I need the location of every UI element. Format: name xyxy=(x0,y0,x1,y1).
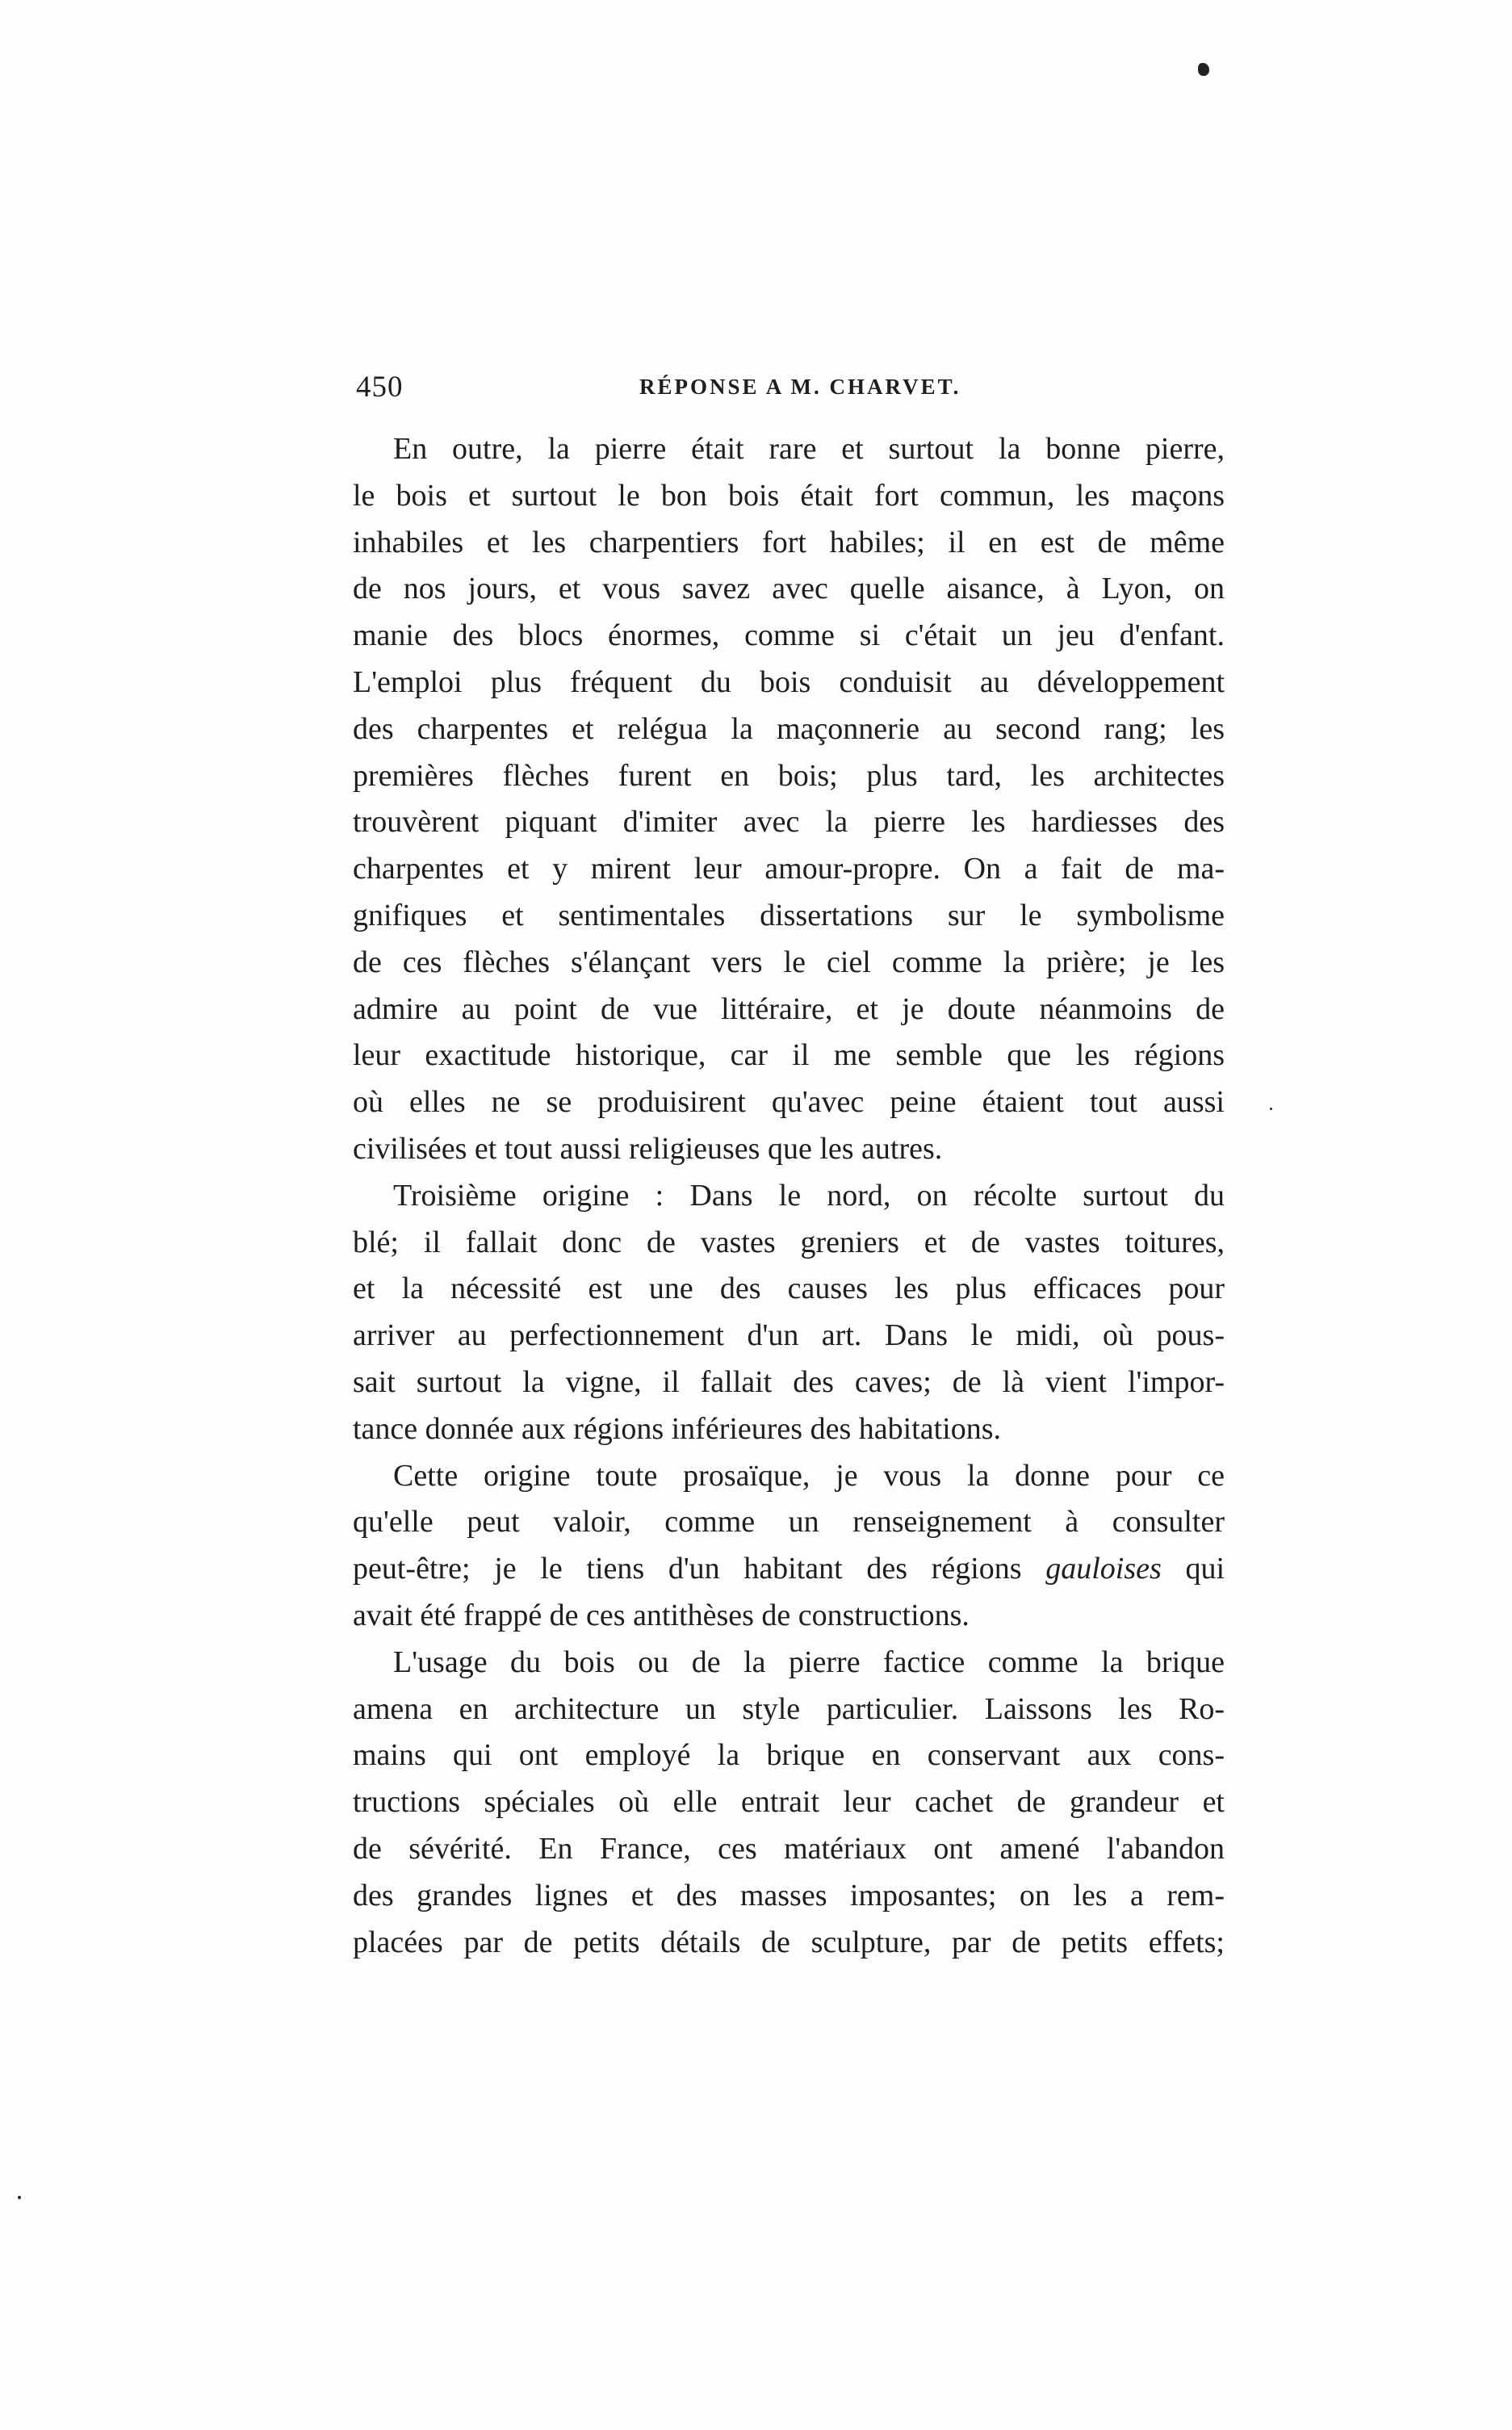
ink-speck xyxy=(18,2196,21,2199)
text-segment: qui xyxy=(1185,1552,1225,1586)
text-line: arriver au perfectionnement d'un art. Dans le midi, où pous- xyxy=(353,1318,1225,1353)
text-line: le bois et surtout le bon bois était fort commun, les maçons xyxy=(353,478,1225,513)
text-line: admire au point de vue littéraire, et je doute néanmoins de xyxy=(353,991,1225,1026)
text-line: où elles ne se produisirent qu'avec peine étaient tout aussi xyxy=(353,1085,1225,1120)
text-line: premières flèches furent en bois; plus tard, les architectes xyxy=(353,758,1225,793)
text-line xyxy=(353,1546,1225,1593)
text-line: gnifiques et sentimentales dissertations sur le symbolisme xyxy=(353,898,1225,932)
text-line: de nos jours, et vous savez avec quelle aisance, à Lyon, on xyxy=(353,572,1225,606)
text-line: Troisième origine : Dans le nord, on récolte surtout du xyxy=(393,1178,1225,1213)
text-line: de ces flèches s'élançant vers le ciel comme la prière; je les xyxy=(353,945,1225,979)
italic-word: gauloises xyxy=(1045,1552,1162,1586)
text-line: L'usage du bois ou de la pierre factice comme la brique xyxy=(393,1644,1225,1679)
text-line: avait été frappé de ces antithèses de constructions. xyxy=(353,1598,970,1632)
text-line: mains qui ont employé la brique en conservant aux cons- xyxy=(353,1738,1225,1773)
text-line: inhabiles et les charpentiers fort habiles; il en est de même xyxy=(353,525,1225,559)
ink-speck xyxy=(1198,63,1209,76)
text-line: blé; il fallait donc de vastes greniers et de vastes toitures, xyxy=(353,1225,1225,1259)
running-head: RÉPONSE A M. CHARVET. xyxy=(639,375,961,399)
body-text xyxy=(353,426,1225,1966)
text-line: et la nécessité est une des causes les plus efficaces pour xyxy=(353,1272,1225,1306)
ink-speck xyxy=(1270,1108,1272,1110)
text-line: des charpentes et relégua la maçonnerie au second rang; les xyxy=(353,711,1225,746)
text-line: amena en architecture un style particulier. Laissons les Ro- xyxy=(353,1691,1225,1726)
text-line: des grandes lignes et des masses imposantes; on les a rem- xyxy=(353,1878,1225,1913)
text-line: charpentes et y mirent leur amour-propre. On a fait de ma- xyxy=(353,852,1225,886)
text-line: sait surtout la vigne, il fallait des caves; de là vient l'impor- xyxy=(353,1364,1225,1399)
text-line: tructions spéciales où elle entrait leur cachet de grandeur et xyxy=(353,1785,1225,1820)
text-line: L'emploi plus fréquent du bois conduisit au développement xyxy=(353,664,1225,699)
page-number: 450 xyxy=(356,371,404,404)
text-segment: peut-être; je le tiens d'un habitant des régions xyxy=(353,1552,1022,1586)
text-line: En outre, la pierre était rare et surtout la bonne pierre, xyxy=(393,432,1225,466)
text-line: de sévérité. En France, ces matériaux ont amené l'abandon xyxy=(353,1831,1225,1866)
text-line: qu'elle peut valoir, comme un renseignement à consulter xyxy=(353,1505,1225,1540)
text-line: placées par de petits détails de sculpture, par de petits effets; xyxy=(353,1925,1225,1959)
page-header xyxy=(356,370,1276,418)
text-line: leur exactitude historique, car il me semble que les régions xyxy=(353,1038,1225,1073)
text-line: manie des blocs énormes, comme si c'était un jeu d'enfant. xyxy=(353,618,1225,653)
text-line: civilisées et tout aussi religieuses que les autres. xyxy=(353,1131,943,1166)
text-line: trouvèrent piquant d'imiter avec la pierre les hardiesses des xyxy=(353,805,1225,840)
text-line: tance donnée aux régions inférieures des habitations. xyxy=(353,1411,1001,1446)
text-line: Cette origine toute prosaïque, je vous la donne pour ce xyxy=(393,1458,1225,1493)
